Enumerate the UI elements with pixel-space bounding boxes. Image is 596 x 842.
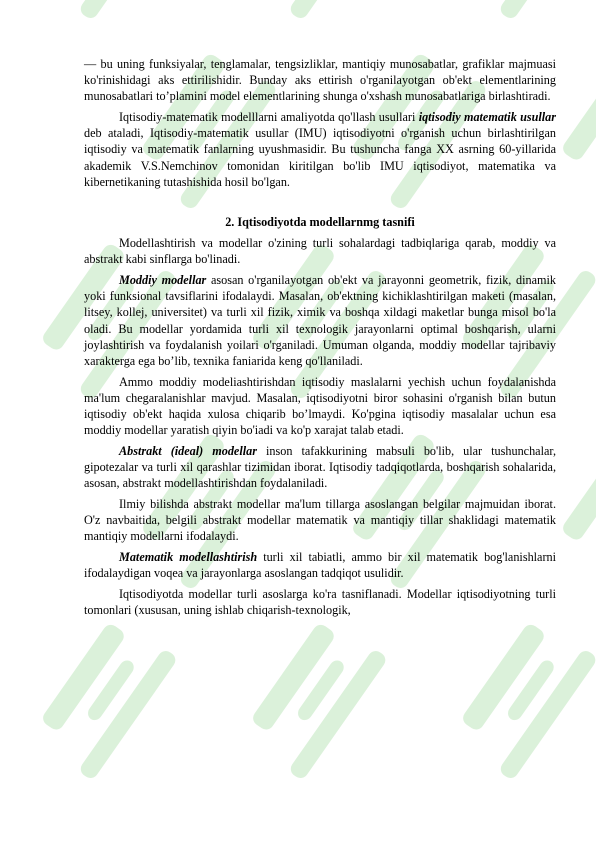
document-body <box>84 56 556 622</box>
paragraph-5: Ammo moddiy modeliashtirishdan iqtisodiy maslalarni yechish uchun foydalanishda ma'lum chegaralanishlar mavjud. Masalan, iqtisodiyotni biror sohasini o'rganish bilan butun iqtisodiy ob'ekt haqida xulosa chiqarib bo’lmaydi. Ko'pgina iqtisodiy masalalar uchun esa moddiy modellar yaratish qiyin bo'iadi va ko'p xarajat talab etadi. <box>84 374 556 438</box>
paragraph-3: Modellashtirish va modellar o'zining turli sohalardagi tadbiqlariga qarab, moddiy va abstrakt kabi sinflarga bo'linadi. <box>84 236 556 267</box>
term-iqtisodiy-matematik-usullar: iqtisodiy matematik usullar <box>418 110 557 124</box>
watermark-mark <box>449 614 596 782</box>
paragraph-8-text: turli xil tabiatli, ammo bir xil matematik bog'lanishlarni ifodalaydigan voqea va jarayonlarga asoslangan tadqiqot usulidir. <box>84 549 556 581</box>
section-heading: 2. Iqtisodiyotda modellarnmg tasnifi <box>225 215 415 230</box>
paragraph-2-text-c: deb ataladi, Iqtisodiy-matematik usullar (IMU) iqtisodiyotni o'rganish uchun birlashtirilgan iqtisodiy va matematik fanlarning uyushmasidir. Bu tushuncha fanga XX asrning 60-yillarida akademik V.S.Nemchinov tomonidan kiritilgan bo'lib IMU iqtisodiyot, matematika va kibernetikaning tutashishida hosil bo'lgan. <box>84 126 556 189</box>
paragraph-1: — bu uning funksiyalar, tenglamalar, tengsizliklar, mantiqiy munosabatlar, grafiklar majmuasi ko'rinishidagi aks ettirilishidir. Bunday aks ettirish o'rganilayotgan ob'ekt elementlarining munosabatlari to’plamini model elementlarining shunga o'xshash munosabatlariga birlashtiradi. <box>84 57 556 104</box>
term-abstrakt-modellar: Abstrakt (ideal) modellar <box>119 443 257 458</box>
watermark-mark <box>29 614 179 782</box>
watermark-mark <box>449 0 596 21</box>
watermark-mark <box>239 614 389 782</box>
paragraph-4 <box>84 272 556 369</box>
paragraph-6-text: inson tafakkurining mabsuli bo'lib, ular tushunchalar, gipotezalar va turli xil qarashlar tizimidan iborat. Iqtisodiy tadqiqotlarda, boshqarish sohalarida, asosan, abstrakt modellashtirishdan foydalaniladi. <box>84 443 557 491</box>
paragraph-2-text-a: Iqtisodiy-matematik modelllarni amaliyotda qo'llash usullari <box>119 110 419 124</box>
term-matematik-modellashtirish: Matematik modellashtirish <box>119 549 258 564</box>
watermark-mark <box>239 0 389 21</box>
paragraph-2 <box>84 109 556 190</box>
watermark-mark <box>29 0 179 21</box>
term-moddiy-modellar: Moddiy modellar <box>119 273 207 288</box>
paragraph-6 <box>84 443 556 492</box>
paragraph-4-text: asosan o'rganilayotgan ob'ekt va jarayonni geometrik, fizik, dinamik yoki funksional tavsiflarini ifodalaydi. Masalan, ob'ektning kichiklashtirilgan maketi (masalan, litsey, kollej, universitet) va turli xil fizik, ximik va boshqa xildagi maketlar bunga misol bo'la oladi. Bu modellar yordamida turli xil texnologik jarayonlarni optimal boshqarish, ularni joylashtirish va foydalanish yoilari o'rganiladi. Umuman olganda, moddiy modellar tajribaviy xarakterga ega bo’lib, texnika faniarida keng qo'llaniladi. <box>84 273 556 369</box>
paragraph-9: Iqtisodiyotda modellar turli asoslarga ko'ra tasniflanadi. Modellar iqtisodiyotning turli tomonlari (xususan, uning ishlab chiqarish-texnologik, <box>84 586 556 617</box>
paragraph-8 <box>84 549 556 581</box>
paragraph-7: Ilmiy bilishda abstrakt modellar ma'lum tillarga asoslangan belgilar majmuidan iborat. O'z navbaitida, belgili abstrakt modellar matematik va mantiqiy tillar shaklidagi matematik mantiqiy modellarni ifodalaydi. <box>84 496 556 544</box>
